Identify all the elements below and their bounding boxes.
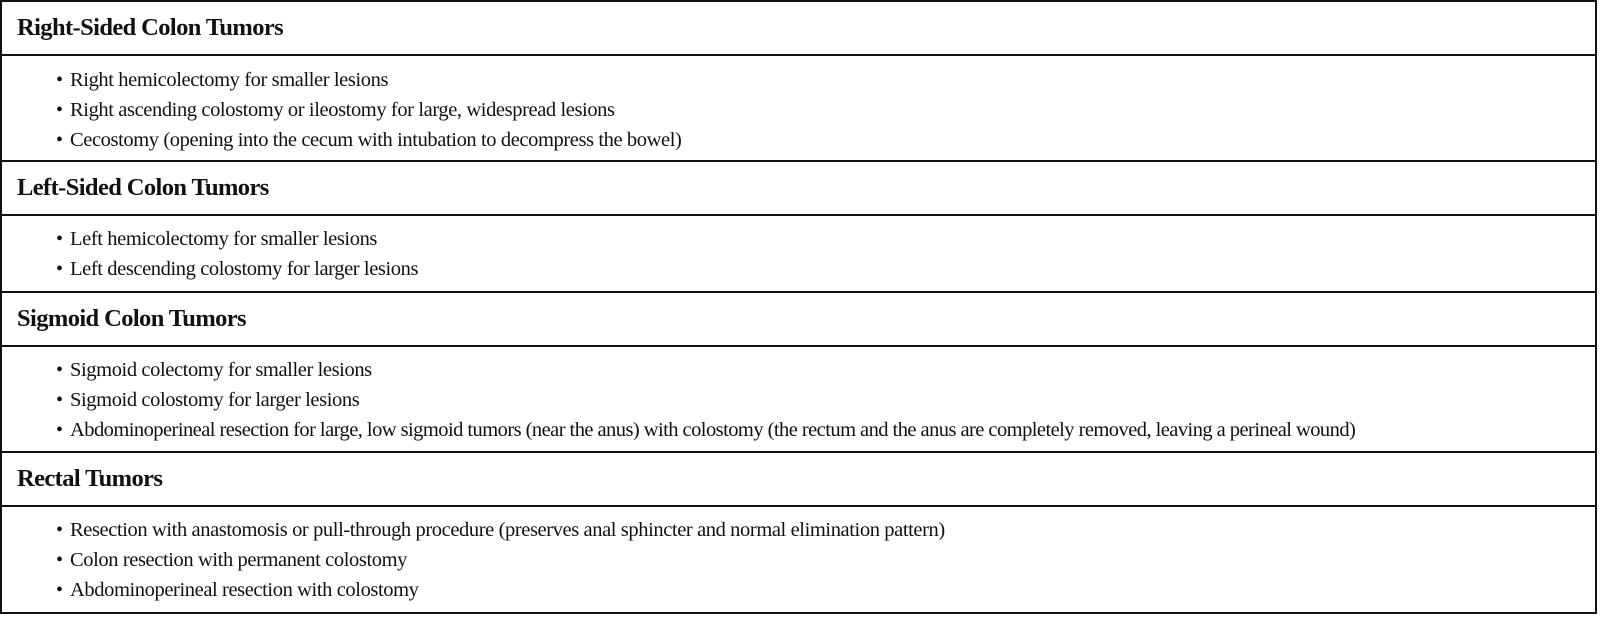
bullet-icon: • [56, 389, 63, 411]
bullet-icon: • [56, 579, 63, 601]
list-item: • Right ascending colostomy or ileostomy for large, widespread lesions [56, 95, 615, 125]
section-body-sigmoid [2, 347, 1595, 453]
list-item: • Left descending colostomy for larger lesions [56, 254, 418, 284]
list-item: • Right hemicolectomy for smaller lesions [56, 65, 388, 95]
bullet-icon: • [56, 228, 63, 250]
list-item: • Colon resection with permanent colostomy [56, 545, 407, 575]
section-title: Sigmoid Colon Tumors [17, 305, 246, 332]
section-header-sigmoid [2, 293, 1595, 347]
bullet-icon: • [56, 69, 63, 91]
section-header-right-sided [2, 2, 1595, 56]
list-item: • Sigmoid colectomy for smaller lesions [56, 355, 372, 385]
list-item: • Abdominoperineal resection with colostomy [56, 575, 419, 605]
bullet-icon: • [56, 359, 63, 381]
section-title: Right-Sided Colon Tumors [17, 14, 284, 41]
list-item: • Cecostomy (opening into the cecum with intubation to decompress the bowel) [56, 125, 681, 155]
bullet-icon: • [56, 519, 63, 541]
bullet-icon: • [56, 129, 63, 151]
bullet-icon: • [56, 419, 63, 441]
bullet-icon: • [56, 99, 63, 121]
bullet-icon: • [56, 258, 63, 280]
bullet-icon: • [56, 549, 63, 571]
list-item: • Left hemicolectomy for smaller lesions [56, 224, 377, 254]
list-item: • Sigmoid colostomy for larger lesions [56, 385, 359, 415]
section-body-right-sided [2, 56, 1595, 162]
section-body-left-sided [2, 216, 1595, 293]
section-body-rectal [2, 507, 1595, 614]
section-title: Rectal Tumors [17, 465, 163, 492]
list-item: • Resection with anastomosis or pull-through procedure (preserves anal sphincter and normal elimination pattern) [56, 515, 945, 545]
section-title: Left-Sided Colon Tumors [17, 174, 269, 201]
section-header-rectal [2, 453, 1595, 507]
list-item: • Abdominoperineal resection for large, low sigmoid tumors (near the anus) with colostomy (the rectum and the anus are completely removed, leaving a perineal wound) [56, 415, 1355, 445]
section-header-left-sided [2, 162, 1595, 216]
